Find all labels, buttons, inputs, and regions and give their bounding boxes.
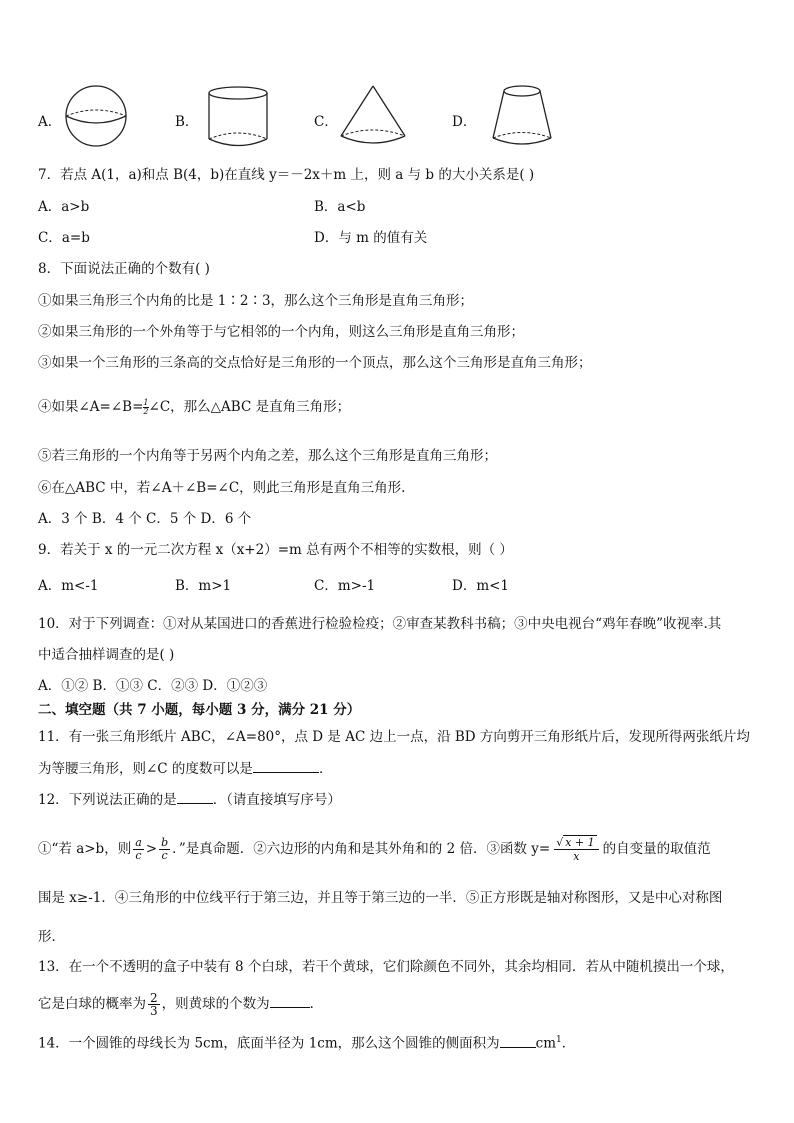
q9-option-b: B．m>1 — [175, 578, 232, 594]
q8-statement-6: ⑥在△ABC 中，若∠A＋∠B=∠C，则此三角形是直角三角形. — [38, 480, 406, 496]
section-2-heading: 二、填空题（共 7 小题，每小题 3 分，满分 21 分） — [38, 702, 361, 718]
q8-statement-1: ①如果三角形三个内角的比是 1∶2∶3，那么这个三角形是直角三角形； — [38, 293, 474, 309]
q6-option-c-label: C． — [314, 114, 338, 130]
q12-fraction-a-over-c — [133, 837, 144, 862]
q12-fraction-b-over-c — [159, 837, 170, 862]
q12-line2: 围是 x≥-1．④三角形的中位线平行于第三边，并且等于第三边的一半．⑤正方形既是轴对称图形，又是中心对称图 — [38, 890, 723, 906]
q6-options-row — [38, 84, 758, 154]
sphere-icon — [64, 84, 128, 148]
q8-statement-5: ⑤若三角形的一个内角等于另两个内角之差，那么这个三角形是直角三角形； — [38, 448, 497, 464]
q12-gt-sign: > — [145, 841, 158, 857]
q6-option-d-label: D． — [452, 114, 477, 130]
q13-line2 — [38, 992, 323, 1017]
q12-line1 — [38, 836, 711, 863]
q12-stem-post: ．（请直接填写序号） — [212, 792, 341, 808]
q8-s4-frac-num: 1 — [143, 398, 149, 407]
q12-sqrt-fraction: $\frac{√ x + 1}{x}$ — [554, 836, 598, 863]
q13-line2-post: ，则黄球的个数为 — [161, 996, 270, 1012]
q12-l1-a: ①“若 a>b，则 — [38, 841, 132, 857]
q13-probability-fraction — [148, 992, 160, 1017]
q12-line3: 形． — [38, 929, 65, 945]
q10-stem-line1: 10．对于下列调查：①对从某国进口的香蕉进行检验检疫；②审查某教科书稿；③中央电视台“鸡年春晚”收视率.其 — [38, 616, 722, 632]
q14-end: ． — [561, 1035, 576, 1052]
q13-frac-den: 3 — [150, 1004, 158, 1018]
q7-option-a: A．a>b — [38, 199, 90, 215]
q11-line1: 11．有一张三角形纸片 ABC，∠A=80°，点 D 是 AC 边上一点，沿 BD 方向剪开三角形纸片后，发现所得两张纸片均 — [38, 729, 750, 745]
q7-option-d: D．与 m 的值有关 — [314, 230, 428, 246]
q10-stem-line2: 中适合抽样调查的是( ) — [38, 647, 175, 663]
q12-l1-c: 的自变量的取值范 — [602, 841, 711, 857]
q14-unit: cm — [535, 1035, 557, 1052]
q13-line2-pre: 它是白球的概率为 — [38, 996, 146, 1012]
q8-stem: 8．下面说法正确的个数有( ) — [38, 261, 210, 277]
q13-answer-blank[interactable] — [270, 995, 310, 1008]
q12-stem-pre: 12．下列说法正确的是 — [38, 792, 177, 808]
q12-frac2-den: c — [161, 849, 168, 862]
q12-frac1-den: c — [135, 849, 142, 862]
q13-line2-end: ． — [309, 996, 324, 1012]
q8-statement-4 — [38, 398, 350, 416]
q13-frac-num: 2 — [150, 991, 158, 1005]
q11-line2-post: ． — [318, 761, 333, 777]
q9-option-a: A．m<-1 — [38, 578, 99, 594]
cylinder-icon — [206, 86, 270, 148]
q9-option-c: C．m>-1 — [314, 578, 376, 594]
q8-statement-3: ③如果一个三角形的三条高的交点恰好是三角形的一个顶点，那么这个三角形是直角三角形； — [38, 355, 592, 371]
q14-pre: 14．一个圆锥的母线长为 5cm，底面半径为 1cm，那么这个圆锥的侧面积为 — [38, 1035, 500, 1052]
q7-option-c: C．a=b — [38, 230, 90, 246]
q14-answer-blank[interactable] — [500, 1035, 536, 1048]
q11-line2-pre: 为等腰三角形，则∠C 的度数可以是 — [38, 761, 253, 777]
q12-frac1-num: a — [135, 836, 142, 849]
q7-option-b: B．a<b — [314, 199, 366, 215]
q8-s4-post: ∠C，那么△ABC 是直角三角形； — [148, 399, 351, 415]
q14-unit-sup: 1 — [556, 1035, 562, 1045]
q12-stem — [38, 791, 341, 809]
q7-stem: 7．若点 A(1，a)和点 B(4，b)在直线 y＝－2x＋m 上，则 a 与 b 的大小关系是( ) — [38, 167, 535, 183]
q12-sqrt-den: x — [573, 850, 580, 863]
frustum-icon — [490, 84, 554, 150]
q8-s4-frac-den: 2 — [143, 407, 149, 416]
q11-answer-blank[interactable] — [253, 760, 319, 773]
q10-options: A．①② B．①③ C．②③ D．①②③ — [38, 678, 268, 694]
q11-line2 — [38, 760, 332, 778]
q6-option-b-label: B． — [175, 114, 199, 130]
q12-frac2-num: b — [161, 836, 169, 849]
q9-stem: 9．若关于 x 的一元二次方程 x（x+2）=m 总有两个不相等的实数根，则（ ） — [38, 542, 513, 558]
q8-s4-pre: ④如果∠A=∠B= — [38, 399, 144, 415]
q9-option-d: D．m<1 — [452, 578, 510, 594]
q13-line1: 13．在一个不透明的盒子中装有 8 个白球，若干个黄球，它们除颜色不同外，其余均相同．若从中随机摸出一个球， — [38, 959, 734, 975]
q8-statement-2: ②如果三角形的一个外角等于与它相邻的一个内角，则这么三角形是直角三角形； — [38, 324, 524, 340]
q12-answer-blank[interactable] — [177, 791, 213, 804]
q8-options: A．3 个 B．4 个 C．5 个 D．6 个 — [38, 511, 252, 527]
q12-l1-b: ．”是真命题．②六边形的内角和是其外角和的 2 倍．③函数 y= — [172, 841, 551, 857]
q14-line — [38, 1031, 575, 1053]
q12-sqrt-radicand: x + 1 — [565, 836, 595, 849]
q6-option-a-label: A． — [38, 114, 62, 130]
cone-icon — [338, 84, 408, 150]
